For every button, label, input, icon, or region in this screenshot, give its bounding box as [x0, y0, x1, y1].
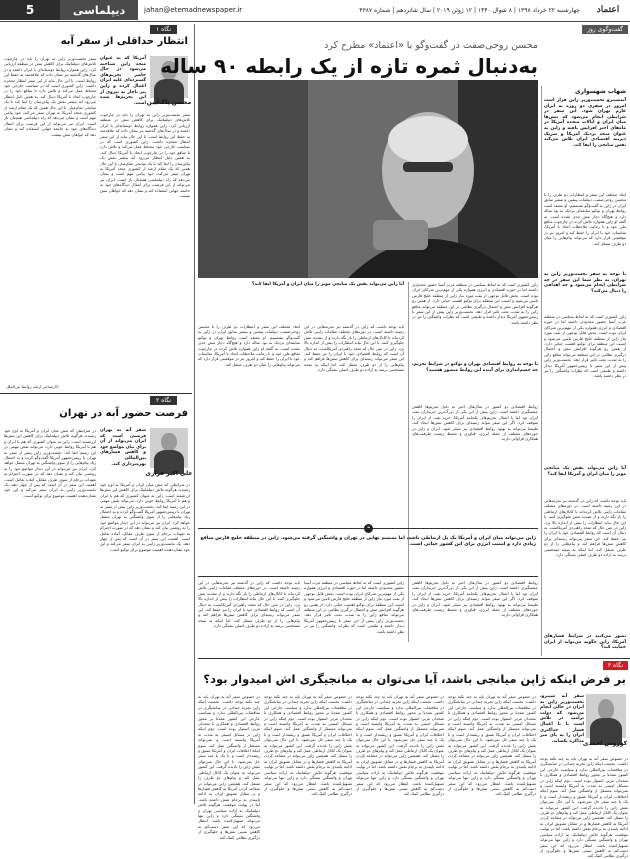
- lead-body-mid-1: ژاپن کشوری است که به لحاظ سیاسی در منطقه غرب آسیا حضور محدودی داشته اما در حوزه اقتصادی و انرژی همواره یکی از مهم‌ترین شرکای ایران بوده است. بخش قابل توجهی از نفت مورد نیاز ژاپن از منطقه خلیج فارس تامین می‌شود و امنیت این منطقه برای توکیو اهمیت حیاتی دارد. از همین رو هرگونه افزایش تنش و احتمال درگیری نظامی در این منطقه می‌تواند منافع ژاپن را به شدت تحت تاثیر قرار دهد. نخست‌وزیر ژاپن پیش از این سفر با رییس‌جمهور آمریکا دیدار داشته و طبیعی است که نظرات واشنگتن را نیز در نظر داشته باشد.: [412, 282, 538, 325]
- section-name: دیپلماسی: [60, 0, 138, 20]
- lead-section-tag: گفت‌و‌گوی روز: [582, 25, 628, 34]
- lead-kicker: محسن روحی‌صفت در گفت‌و‌گو با «اعتماد» مطرح کرد: [324, 40, 538, 51]
- lead-body-right-3: باید توجه داشت که ژاپن در گذشته نیز تجربه‌هایی در این زمینه داشته است. در دوره‌های مختلف مقامات ژاپنی تلاش کرده‌اند تا کانال‌های ارتباطی را باز نگه دارند و از تشدید تنش جلوگیری کنند. با این حال نباید انتظارات را بیش از اندازه بالا برد. ژاپن در عین حال که متحد راهبردی آمریکاست، به دنبال آن است که روابط اقتصادی خود با ایران را نیز حفظ کند. این سفر می‌تواند زمینه‌ای برای کاهش تنش‌ها فراهم کند و پیام‌هایی را از دو طرف منتقل کند، اما اینکه به نتیجه مشخصی برسد به اراده دو طرف اصلی بستگی دارد.: [544, 498, 626, 558]
- bottom-body-col3: در خصوص سفر آبه به تهران باید به چند نکته توجه داشت. نخست اینکه ژاپن تجربه چندانی در میانجیگری در مناقشات بین‌المللی ندارد و سیاست خارجی این کشور عمدتا بر محور روابط اقتصادی و همکاری با متحدان غربی استوار بوده است. دوم اینکه ژاپن در مسائل امنیتی به شدت به آمریکا وابسته است و نمی‌تواند مستقل از واشنگتن عمل کند. سوم اینکه اختلافات ایران و آمریکا عمیق و ریشه‌دار است و با یک یا چند سفر حل نمی‌شود. با این حال نمی‌توان نقش ژاپن را نادیده گرفت. این کشور می‌تواند به عنوان یک کانال ارتباطی عمل کند و پیام‌های دو طرف را منتقل کند. همچنین ژاپن می‌تواند در متقاعد کردن آمریکا به کاهش فشارها و در مقابل تشویق ایران به ادامه پایبندی به برجام نقش داشته باشد. اما در نهایت موفقیت هرگونه تلاش دیپلماتیک به اراده سیاسی تهران و واشنگتن بستگی دارد و ژاپن تنها می‌تواند تسهیل‌کننده باشد. انتظار می‌رود که این سفر دست‌کم به کاهش نسبی تنش‌ها و جلوگیری از درگیری نظامی کمک کند.: [356, 694, 444, 797]
- pull-quote: ژاپن می‌تواند میان ایران و آمریکا یک پل ارتباطی باشد، اما تصمیم نهایی در تهران و واشنگتن گرفته می‌شود. ژاپن در منطقه خلیج فارس منافع زیادی دارد و امنیت انرژی برای این کشور حیاتی است.: [200, 536, 536, 548]
- bottom-body-col2: در خصوص سفر آبه به تهران باید به چند نکته توجه داشت. نخست اینکه ژاپن تجربه چندانی در میانجیگری در مناقشات بین‌المللی ندارد و سیاست خارجی این کشور عمدتا بر محور روابط اقتصادی و همکاری با متحدان غربی استوار بوده است. دوم اینکه ژاپن در مسائل امنیتی به شدت به آمریکا وابسته است و نمی‌تواند مستقل از واشنگتن عمل کند. سوم اینکه اختلافات ایران و آمریکا عمیق و ریشه‌دار است و با یک یا چند سفر حل نمی‌شود. با این حال نمی‌توان نقش ژاپن را نادیده گرفت. این کشور می‌تواند به عنوان یک کانال ارتباطی عمل کند و پیام‌های دو طرف را منتقل کند. همچنین ژاپن می‌تواند در متقاعد کردن آمریکا به کاهش فشارها و در مقابل تشویق ایران به ادامه پایبندی به برجام نقش داشته باشد. اما در نهایت موفقیت هرگونه تلاش دیپلماتیک به اراده سیاسی تهران و واشنگتن بستگی دارد و ژاپن تنها می‌تواند تسهیل‌کننده باشد. انتظار می‌رود که این سفر دست‌کم به کاهش نسبی تنش‌ها و جلوگیری از درگیری نظامی کمک کند.: [448, 694, 536, 797]
- bottom-author-photo: [586, 694, 626, 738]
- sidebar1-author-name: محسن پاک‌آیین: [146, 99, 192, 106]
- page-number: 5: [0, 0, 60, 20]
- bottom-section-tag: نگاه ۳: [603, 661, 628, 670]
- sidebar-divider: [0, 393, 192, 394]
- lead-col-rule-1: [541, 86, 542, 656]
- sidebar2-author-photo: [150, 428, 188, 468]
- page-header: [0, 0, 630, 20]
- lead-question-4: تصور می‌کنید در شرایط فشارهای آمریکا، ژاپن چگونه می‌تواند از ایران حمایت کند؟: [544, 634, 626, 651]
- bottom-story-rule: [198, 658, 630, 659]
- sidebar2-body-col2: در شرایطی که تنش میان ایران و آمریکا به اوج خود رسیده، هرگونه تلاش دیپلماتیک برای کاهش این تنش‌ها ارزشمند است. ژاپن به عنوان کشوری که هم با ایران و هم با آمریکا روابط خوبی دارد، می‌تواند نقش مهمی در این زمینه ایفا کند. نخست‌وزیر ژاپن پیش از سفر به تهران با رییس‌جمهور آمریکا گفت‌وگو کرده و به احتمال زیاد پیام‌هایی را از سوی واشنگتن به تهران منتقل خواهد کرد. ایران نیز می‌تواند در این دیدار مواضع خود را به روشنی بیان کند و نشان دهد که در صورت احترام به تعهدات برجام از سوی طرف مقابل، آماده تعامل است. اهمیت این سفر در آن است که پس از چهار دهه، یک نخست‌وزیر ژاپنی به ایران سفر می‌کند و این خود نشان‌دهنده اهمیت موضوع برای توکیو است.: [100, 482, 190, 552]
- pull-quote-icon: ❝: [364, 524, 373, 533]
- newspaper-logo: اعتماد: [596, 5, 620, 15]
- issue-info: چهارشنبه ۲۲ خرداد ۱۳۹۸ | ۸ شوال ۱۴۴۰ | ۱۲ ژوئن ۲۰۱۹ | سال شانزدهم | شماره ۴۳۸۷: [359, 6, 580, 14]
- bottom-body-col1: در خصوص سفر آبه به تهران باید به چند نکته توجه داشت. نخست اینکه ژاپن تجربه چندانی در میانجیگری در مناقشات بین‌المللی ندارد و سیاست خارجی این کشور عمدتا بر محور روابط اقتصادی و همکاری با متحدان غربی استوار بوده است. دوم اینکه ژاپن در مسائل امنیتی به شدت به آمریکا وابسته است و نمی‌تواند مستقل از واشنگتن عمل کند. سوم اینکه اختلافات ایران و آمریکا عمیق و ریشه‌دار است و با یک یا چند سفر حل نمی‌شود. با این حال نمی‌توان نقش ژاپن را نادیده گرفت. این کشور می‌تواند به عنوان یک کانال ارتباطی عمل کند و پیام‌های دو طرف را منتقل کند. همچنین ژاپن می‌تواند در متقاعد کردن آمریکا به کاهش فشارها و در مقابل تشویق ایران به ادامه پایبندی به برجام نقش داشته باشد. اما در نهایت موفقیت هرگونه تلاش دیپلماتیک به اراده سیاسی تهران و واشنگتن بستگی دارد و ژاپن تنها می‌تواند تسهیل‌کننده باشد. انتظار می‌رود که این سفر دست‌کم به کاهش نسبی تنش‌ها و جلوگیری از درگیری نظامی کمک کند.: [540, 756, 628, 859]
- lead-body-left-1: باید توجه داشت که ژاپن در گذشته نیز تجربه‌هایی در این زمینه داشته است. در دوره‌های مختلف مقامات ژاپنی تلاش کرده‌اند تا کانال‌های ارتباطی را باز نگه دارند و از تشدید تنش جلوگیری کنند. با این حال نباید انتظارات را بیش از اندازه بالا برد. ژاپن در عین حال که متحد راهبردی آمریکاست، به دنبال آن است که روابط اقتصادی خود با ایران را نیز حفظ کند. این سفر می‌تواند زمینه‌ای برای کاهش تنش‌ها فراهم کند و پیام‌هایی را از دو طرف منتقل کند، اما اینکه به نتیجه مشخصی برسد به اراده دو طرف اصلی بستگی دارد.: [304, 324, 404, 373]
- email: jahan@etemadnewspaper.ir: [144, 6, 243, 14]
- sidebar1-body-col2: سفر نخست‌وزیر ژاپن به تهران را باید در چارچوب تلاش‌های دیپلماتیک برای کاهش تنش در منطقه ارزیابی کرد. ژاپن همواره روابط دوستانه‌ای با ایران داشته و در سال‌های گذشته نیز نشان داده که علاقه‌مند به حفظ این روابط است. با این حال نباید از این سفر انتظار معجزه داشت. ژاپن کشوری است که در سیاست خارجی خود محتاط عمل می‌کند و تلاش دارد تا منافع خود را در چارچوب اتحاد با آمریکا دنبال کند. به همین دلیل انتظار می‌رود آبه بیشتر نقش یک پیام‌رسان را ایفا کند تا یک میانجی تمام‌عیار. با این حال همین که یک مقام ارشد از کشوری متحد آمریکا به تهران سفر می‌کند، خود پیامی مهم است و نشان می‌دهد که راه دیپلماسی همچنان باز است. ایران نیز می‌تواند از این فرصت برای انتقال دیدگاه‌های خود به جامعه جهانی استفاده کند و نشان دهد که خواهان تنش نیست.: [100, 112, 190, 199]
- sidebar1-intro: آمریکا که به عنوان متحد ژاپن شناخته می‌شود در حال حاضر تحریم‌های گسترده‌ای علیه ایران اعمال کرده و ژاپن نیز ناچار به پیروی از این تحریم‌ها شده است.: [100, 56, 146, 106]
- bottom-author-name: کوروش احمدی: [582, 740, 628, 747]
- lead-question-mid: آیا ژاپن می‌تواند نقش یک میانجی موثر را میان ایران و آمریکا ایفا کند؟: [252, 282, 404, 287]
- lead-body-right-2: ژاپن کشوری است که به لحاظ سیاسی در منطقه غرب آسیا حضور محدودی داشته اما در حوزه اقتصادی و انرژی همواره یکی از مهم‌ترین شرکای ایران بوده است. بخش قابل توجهی از نفت مورد نیاز ژاپن از منطقه خلیج فارس تامین می‌شود و امنیت این منطقه برای توکیو اهمیت حیاتی دارد. از همین رو هرگونه افزایش تنش و احتمال درگیری نظامی در این منطقه می‌تواند منافع ژاپن را به شدت تحت تاثیر قرار دهد. نخست‌وزیر ژاپن پیش از این سفر با رییس‌جمهور آمریکا دیدار داشته و طبیعی است که نظرات واشنگتن را نیز در نظر داشته باشد.: [544, 314, 626, 379]
- lead-body-bottom-2: ژاپن کشوری است که به لحاظ سیاسی در منطقه غرب آسیا حضور محدودی داشته اما در حوزه اقتصادی و انرژی همواره یکی از مهم‌ترین شرکای ایران بوده است. بخش قابل توجهی از نفت مورد نیاز ژاپن از منطقه خلیج فارس تامین می‌شود و امنیت این منطقه برای توکیو اهمیت حیاتی دارد. از همین رو هرگونه افزایش تنش و احتمال درگیری نظامی در این منطقه می‌تواند منافع ژاپن را به شدت تحت تاثیر قرار دهد. نخست‌وزیر ژاپن پیش از این سفر با رییس‌جمهور آمریکا دیدار داشته و طبیعی است که نظرات واشنگتن را نیز در نظر داشته باشد.: [304, 580, 404, 634]
- sidebar2-body-col1: در شرایطی که تنش میان ایران و آمریکا به اوج خود رسیده، هرگونه تلاش دیپلماتیک برای کاهش این تنش‌ها ارزشمند است. ژاپن به عنوان کشوری که هم با ایران و هم با آمریکا روابط خوبی دارد، می‌تواند نقش مهمی در این زمینه ایفا کند. نخست‌وزیر ژاپن پیش از سفر به تهران با رییس‌جمهور آمریکا گفت‌وگو کرده و به احتمال زیاد پیام‌هایی را از سوی واشنگتن به تهران منتقل خواهد کرد. ایران نیز می‌تواند در این دیدار مواضع خود را به روشنی بیان کند و نشان دهد که در صورت احترام به تعهدات برجام از سوی طرف مقابل، آماده تعامل است. اهمیت این سفر در آن است که پس از چهار دهه، یک نخست‌وزیر ژاپنی به ایران سفر می‌کند و این خود نشان‌دهنده اهمیت موضوع برای توکیو است.: [4, 428, 96, 498]
- sidebar-vertical-rule: [194, 24, 195, 804]
- sidebar2-intro: سفر آبه به تهران فرصتی است که ایران می‌تواند از آن برای بیان مواضع خود و کاهش فشارهای بین‌المللی بهره‌برداری کند.: [100, 428, 146, 467]
- lead-author: شهاب شهسواری: [575, 88, 626, 95]
- lead-body-left-2: ابعاد مختلف این سفر و انتظارات دو طرف را با محسن روحی‌صفت، دیپلمات پیشین و سفیر سابق ایران در ژاپن به گفت‌و‌گو نشستیم. او معتقد است روابط تهران و توکیو سابقه‌ای نزدیک به نود ساله دارد و هیچ‌گاه دچار تنش جدی نشده است. به گفته او ژاپن همواره تلاش کرده در چارچوب منافع ملی خود و با رعایت ملاحظات اتحاد با آمریکا، مناسبات خود با ایران را حفظ کند و امروز نیز در موقعیتی قرار دارد که می‌تواند پیام‌هایی را میان دو طرف منتقل کند.: [198, 324, 300, 367]
- lead-question-2: آیا ژاپن می‌تواند نقش یک میانجی موثر را میان ایران و آمریکا ایفا کند؟: [544, 466, 626, 477]
- lead-headline: به‌دنبال ثمره تازه از یک رابطه ۹۰ ساله: [160, 54, 538, 78]
- sidebar1-title: انتظار حداقلی از سفر آبه: [60, 36, 188, 47]
- bottom-body-col4: در خصوص سفر آبه به تهران باید به چند نکته توجه داشت. نخست اینکه ژاپن تجربه چندانی در میانجیگری در مناقشات بین‌المللی ندارد و سیاست خارجی این کشور عمدتا بر محور روابط اقتصادی و همکاری با متحدان غربی استوار بوده است. دوم اینکه ژاپن در مسائل امنیتی به شدت به آمریکا وابسته است و نمی‌تواند مستقل از واشنگتن عمل کند. سوم اینکه اختلافات ایران و آمریکا عمیق و ریشه‌دار است و با یک یا چند سفر حل نمی‌شود. با این حال نمی‌توان نقش ژاپن را نادیده گرفت. این کشور می‌تواند به عنوان یک کانال ارتباطی عمل کند و پیام‌های دو طرف را منتقل کند. همچنین ژاپن می‌تواند در متقاعد کردن آمریکا به کاهش فشارها و در مقابل تشویق ایران به ادامه پایبندی به برجام نقش داشته باشد. اما در نهایت موفقیت هرگونه تلاش دیپلماتیک به اراده سیاسی تهران و واشنگتن بستگی دارد و ژاپن تنها می‌تواند تسهیل‌کننده باشد. انتظار می‌رود که این سفر دست‌کم به کاهش نسبی تنش‌ها و جلوگیری از درگیری نظامی کمک کند.: [264, 694, 352, 797]
- bottom-intro: سفر آبه شینزو، نخست‌وزیر ژاپن به ایران در حالی انجام می‌شود که دولت ترامپ در تلاش است تا با اعمال فشار حداکثری ایران را به پای میز مذاکره بکشاند.: [540, 694, 584, 744]
- pull-quote-rule-bottom: [198, 576, 538, 577]
- sidebar2-tag: نگاه ۲: [150, 396, 177, 405]
- sidebar2-author-name: علی اکبر فرازی: [145, 470, 193, 477]
- lead-question-1: با توجه به سفر نخست‌وزیر ژاپن به تهران، به نظر شما این سفر در چه شرایطی انجام می‌شود و چه اهدافی را دنبال می‌کند؟: [544, 272, 626, 294]
- sidebar2-title: فرصت حضور آبه در تهران: [59, 408, 188, 419]
- lead-body-bottom-1: روابط اقتصادی دو کشور در سال‌های اخیر به دلیل تحریم‌ها کاهش چشمگیری داشته است. ژاپن پیش از این یکی از بزرگ‌ترین خریداران نفت ایران بود اما با اعمال تحریم‌های یکجانبه آمریکا، خرید نفت از ایران را متوقف کرد. اگر این سفر بتواند زمینه‌ای برای کاهش تنش‌ها ایجاد کند، طبیعتا می‌تواند به بهبود روابط اقتصادی نیز منجر شود. ایران و ژاپن در حوزه‌های مختلف از جمله انرژی، فناوری و محیط زیست ظرفیت‌های همکاری فراوانی دارند.: [412, 580, 538, 618]
- lead-photo: [198, 80, 538, 278]
- lead-question-3: با توجه به روابط اقتصادی تهران و توکیو در شرایط تحریم، چه چشم‌اندازی برای آینده این روابط متصور هستید؟: [412, 362, 538, 373]
- lead-body-bottom-3: باید توجه داشت که ژاپن در گذشته نیز تجربه‌هایی در این زمینه داشته است. در دوره‌های مختلف مقامات ژاپنی تلاش کرده‌اند تا کانال‌های ارتباطی را باز نگه دارند و از تشدید تنش جلوگیری کنند. با این حال نباید انتظارات را بیش از اندازه بالا برد. ژاپن در عین حال که متحد راهبردی آمریکاست، به دنبال آن است که روابط اقتصادی خود با ایران را نیز حفظ کند. این سفر می‌تواند زمینه‌ای برای کاهش تنش‌ها فراهم کند و پیام‌هایی را از دو طرف منتقل کند، اما اینکه به نتیجه مشخصی برسد به اراده دو طرف اصلی بستگی دارد.: [198, 580, 300, 629]
- lead-photo-graphic: [198, 80, 538, 278]
- lead-body-mid-2: روابط اقتصادی دو کشور در سال‌های اخیر به دلیل تحریم‌ها کاهش چشمگیری داشته است. ژاپن پیش از این یکی از بزرگ‌ترین خریداران نفت ایران بود اما با اعمال تحریم‌های یکجانبه آمریکا، خرید نفت از ایران را متوقف کرد. اگر این سفر بتواند زمینه‌ای برای کاهش تنش‌ها ایجاد کند، طبیعتا می‌تواند به بهبود روابط اقتصادی نیز منجر شود. ایران و ژاپن در حوزه‌های مختلف از جمله انرژی، فناوری و محیط زیست ظرفیت‌های همکاری فراوانی دارند.: [412, 404, 538, 442]
- lead-col-rule-2: [408, 282, 409, 642]
- lead-intro: آبه‌شینزو نخست‌وزیر ژاپن قرار است امروز در سفری دو روزه به ایران عازم تهران شود. این سفر در شرایطی انجام می‌شود که تنش‌ها میان ایران و ایالات متحده آمریکا در ماه‌های اخیر افزایش یافته و ژاپن به عنوان متحد نزدیک آمریکا و شریک دیرینه اقتصادی ایران تلاش می‌کند نقش میانجی را ایفا کند.: [544, 98, 626, 148]
- header-rule: [0, 21, 630, 22]
- bottom-body-col5: در خصوص سفر آبه به تهران باید به چند نکته توجه داشت. نخست اینکه ژاپن تجربه چندانی در میانجیگری در مناقشات بین‌المللی ندارد و سیاست خارجی این کشور عمدتا بر محور روابط اقتصادی و همکاری با متحدان غربی استوار بوده است. دوم اینکه ژاپن در مسائل امنیتی به شدت به آمریکا وابسته است و نمی‌تواند مستقل از واشنگتن عمل کند. سوم اینکه اختلافات ایران و آمریکا عمیق و ریشه‌دار است و با یک یا چند سفر حل نمی‌شود. با این حال نمی‌توان نقش ژاپن را نادیده گرفت. این کشور می‌تواند به عنوان یک کانال ارتباطی عمل کند و پیام‌های دو طرف را منتقل کند. همچنین ژاپن می‌تواند در متقاعد کردن آمریکا به کاهش فشارها و در مقابل تشویق ایران به ادامه پایبندی به برجام نقش داشته باشد. اما در نهایت موفقیت هرگونه تلاش دیپلماتیک به اراده سیاسی تهران و واشنگتن بستگی دارد و ژاپن تنها می‌تواند تسهیل‌کننده باشد. انتظار می‌رود که این سفر دست‌کم به کاهش نسبی تنش‌ها و جلوگیری از درگیری نظامی کمک کند.: [198, 694, 260, 840]
- lead-body-right-1: ابعاد مختلف این سفر و انتظارات دو طرف را با محسن روحی‌صفت، دیپلمات پیشین و سفیر سابق ایران در ژاپن به گفت‌و‌گو نشستیم. او معتقد است روابط تهران و توکیو سابقه‌ای نزدیک به نود ساله دارد و هیچ‌گاه دچار تنش جدی نشده است. به گفته او ژاپن همواره تلاش کرده در چارچوب منافع ملی خود و با رعایت ملاحظات اتحاد با آمریکا، مناسبات خود با ایران را حفظ کند و امروز نیز در موقعیتی قرار دارد که می‌تواند پیام‌هایی را میان دو طرف منتقل کند.: [543, 192, 626, 246]
- sidebar1-credit: کارشناس ارشد روابط بین‌الملل: [6, 384, 59, 389]
- sidebar1-tag: نگاه ۱: [150, 25, 177, 34]
- bottom-headline: بر فرض اینکه ژاپن میانجی باشد، آیا می‌توان به میانجیگری اش امیدوار بود؟: [203, 672, 626, 686]
- sidebar1-body-col1: سفر نخست‌وزیر ژاپن به تهران را باید در چارچوب تلاش‌های دیپلماتیک برای کاهش تنش در منطقه ارزیابی کرد. ژاپن همواره روابط دوستانه‌ای با ایران داشته و در سال‌های گذشته نیز نشان داده که علاقه‌مند به حفظ این روابط است. با این حال نباید از این سفر انتظار معجزه داشت. ژاپن کشوری است که در سیاست خارجی خود محتاط عمل می‌کند و تلاش دارد تا منافع خود را در چارچوب اتحاد با آمریکا دنبال کند. به همین دلیل انتظار می‌رود آبه بیشتر نقش یک پیام‌رسان را ایفا کند تا یک میانجی تمام‌عیار. با این حال همین که یک مقام ارشد از کشوری متحد آمریکا به تهران سفر می‌کند، خود پیامی مهم است و نشان می‌دهد که راه دیپلماسی همچنان باز است. ایران نیز می‌تواند از این فرصت برای انتقال دیدگاه‌های خود به جامعه جهانی استفاده کند و نشان دهد که خواهان تنش نیست.: [4, 56, 96, 137]
